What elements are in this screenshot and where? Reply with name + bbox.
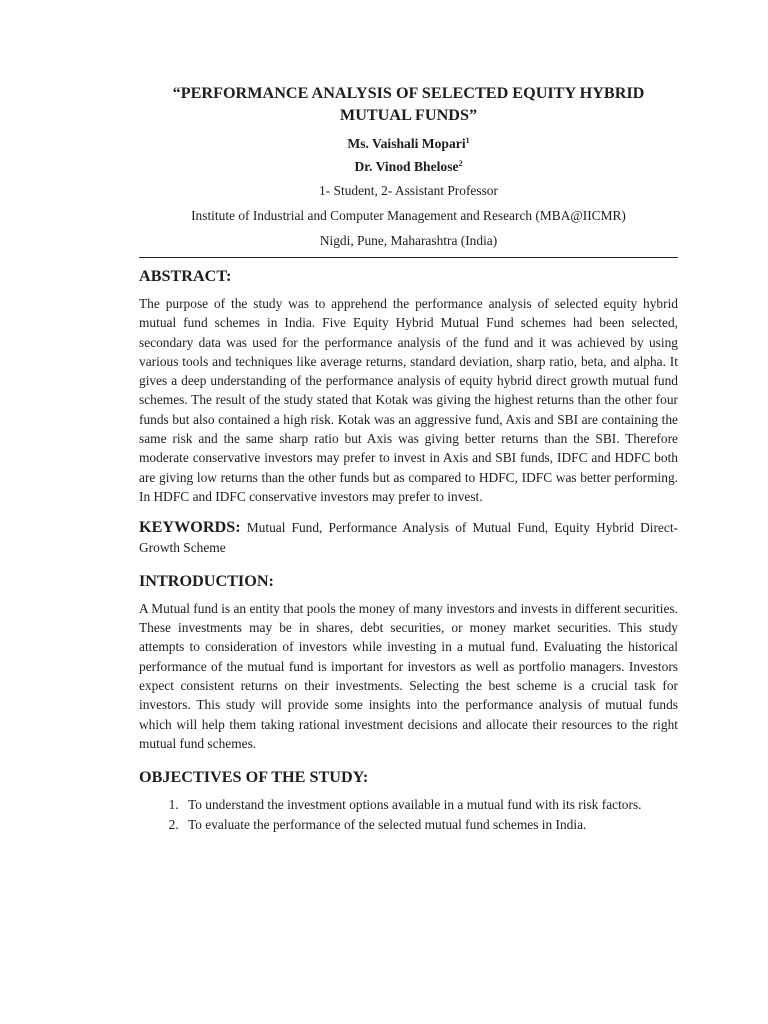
keywords-text: Mutual Fund, Performance Analysis of Mutual Fund, Equity Hybrid Direct-Growth Scheme — [139, 520, 678, 555]
header-divider — [139, 257, 678, 258]
paper-title — [139, 82, 678, 126]
abstract-heading: ABSTRACT: — [139, 267, 232, 285]
introduction-heading: INTRODUCTION: — [139, 571, 274, 590]
title-line-2: MUTUAL FUNDS” — [339, 106, 478, 124]
objectives-heading: OBJECTIVES OF THE STUDY: — [139, 768, 369, 787]
location: Nigdi, Pune, Maharashtra (India) — [319, 233, 498, 248]
keywords-label: KEYWORDS: — [139, 518, 241, 537]
author-2 — [139, 155, 678, 178]
author-1 — [139, 132, 678, 155]
author-roles: 1- Student, 2- Assistant Professor — [319, 183, 498, 198]
institute: Institute of Industrial and Computer Management and Research (MBA@IICMR) — [191, 208, 626, 223]
introduction-text: A Mutual fund is an entity that pools the money of many investors and invests in different securities. These investments may be in shares, debt securities, or money market securities. This study attempts to consideration of investors while investing in a mutual fund. Evaluating the historical performance of the mutual fund is important for investors as well as portfolio managers. Investors expect consistent returns on their investments. Selecting the best scheme is a crucial task for investors. This study will provide some insights into the performance analysis of mutual funds which will help them taking rational investment decisions and allocate their resources to the right mutual fund schemes. — [139, 600, 679, 751]
author-1-name: Ms. Vaishali Mopari — [347, 136, 466, 151]
objective-item: 2. To evaluate the performance of the selected mutual fund schemes in India. — [182, 815, 678, 834]
author-1-affiliation-mark: 1 — [465, 136, 470, 145]
abstract-text: The purpose of the study was to apprehend the performance analysis of selected equity hybrid mutual fund schemes in India. Five Equity Hybrid Mutual Fund schemes had been selected, secondary data was used for the performance analysis of the fund and it was achieved by using various tools and techniques like average returns, standard deviation, sharp ratio, beta, and alpha. It gives a deep understanding of the performance analysis of equity hybrid direct growth mutual fund schemes. The result of the study stated that Kotak was giving the highest returns than the other four funds but also contained a high risk. Kotak was an aggressive fund, Axis and SBI are containing the same risk and the same sharp ratio but Axis was giving better returns than the SBI. Therefore moderate conservative investors may prefer to invest in Axis and SBI funds, IDFC and HDFC both are giving low returns than the other funds but as compared to HDFC, IDFC was better performing. In HDFC and IDFC conservative investors may prefer to invest. — [139, 296, 678, 504]
objective-item: 1. To understand the investment options available in a mutual fund with its risk factors. — [182, 795, 678, 814]
objectives-list — [139, 795, 678, 834]
keywords — [139, 518, 678, 557]
author-2-name: Dr. Vinod Bhelose — [354, 159, 459, 174]
title-line-1: “PERFORMANCE ANALYSIS OF SELECTED EQUITY HYBRID — [172, 84, 645, 102]
author-2-affiliation-mark: 2 — [458, 159, 463, 168]
